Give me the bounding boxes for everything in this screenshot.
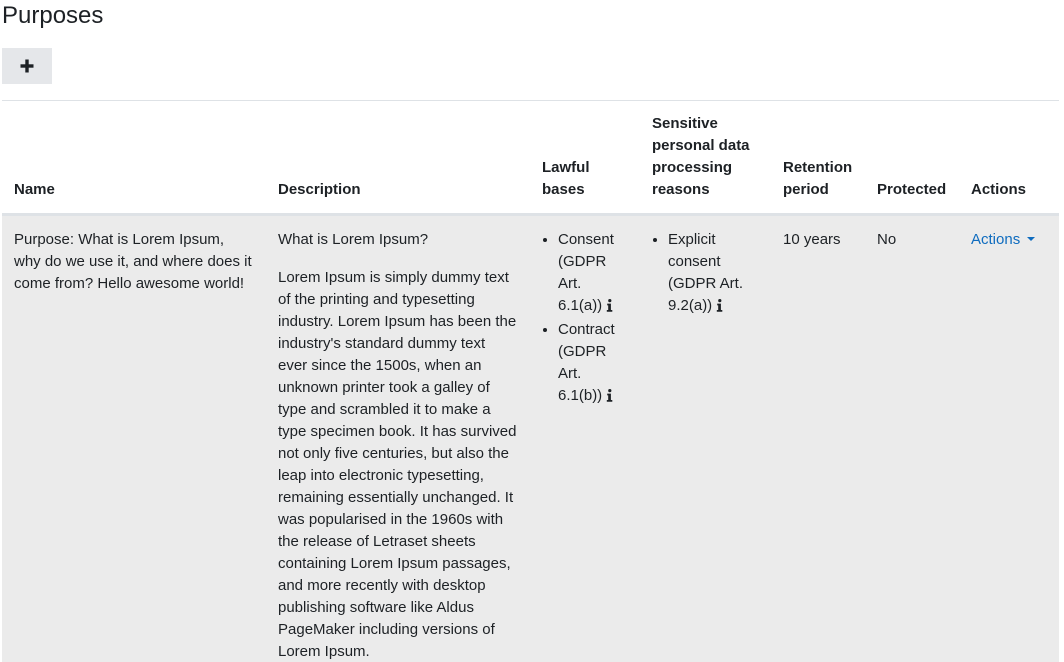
column-header-lawful-bases: Lawful bases: [530, 101, 640, 215]
protected-cell: [865, 215, 959, 662]
sensitive-reasons-cell: [640, 215, 771, 662]
lawful-bases-list: [542, 229, 628, 409]
page-title: Purposes: [2, 2, 103, 30]
description-body: Lorem Ipsum is simply dummy text of the printing and typesetting industry. Lorem Ipsum has been the industry's standard dummy text ever since the 1500s, when an unknown printer took a galley of type and scrambled it to make a type specimen book. It has survived not only five centuries, but also the leap into electronic typesetting, remaining essentially unchanged. It was popularised in the 1960s with the release of Letraset sheets containing Lorem Ipsum passages, and more recently with desktop publishing software like Aldus PageMaker including versions of Lorem Ipsum.: [278, 267, 518, 662]
lawful-basis-label: Contract (GDPR Art. 6.1(b)): [558, 321, 615, 404]
info-icon[interactable]: [606, 297, 613, 319]
list-item: [668, 229, 759, 319]
actions-label: Actions: [971, 231, 1020, 248]
info-icon[interactable]: [606, 387, 613, 409]
lawful-bases-cell: [530, 215, 640, 662]
column-header-actions: Actions: [959, 101, 1059, 215]
caret-down-icon: [1027, 237, 1035, 241]
plus-icon: [20, 59, 34, 73]
sensitive-reason-label: Explicit consent (GDPR Art. 9.2(a)): [668, 231, 743, 314]
info-icon[interactable]: [716, 297, 723, 319]
purposes-table-container: [2, 100, 1059, 662]
column-header-protected: Protected: [865, 101, 959, 215]
sensitive-reasons-list: [652, 229, 759, 319]
table-header-row: [2, 101, 1059, 215]
column-header-retention-period: Retention period: [771, 101, 865, 215]
purposes-table: [2, 101, 1059, 662]
list-item: [558, 229, 628, 319]
purpose-name-cell: [2, 215, 266, 662]
add-purpose-button[interactable]: [2, 48, 52, 84]
purpose-description-cell: [266, 215, 530, 662]
list-item: [558, 319, 628, 409]
retention-period: 10 years: [783, 231, 841, 248]
column-header-description: Description: [266, 101, 530, 215]
actions-cell: [959, 215, 1059, 662]
protected-value: No: [877, 231, 896, 248]
column-header-sensitive-reasons: Sensitive personal data processing reasons: [640, 101, 771, 215]
column-header-name: Name: [2, 101, 266, 215]
retention-period-cell: [771, 215, 865, 662]
lawful-basis-label: Consent (GDPR Art. 6.1(a)): [558, 231, 614, 314]
actions-dropdown-toggle[interactable]: [971, 231, 1035, 248]
table-row: [2, 215, 1059, 662]
description-title: What is Lorem Ipsum?: [278, 229, 518, 251]
purpose-name: Purpose: What is Lorem Ipsum, why do we use it, and where does it come from? Hello awesome world!: [14, 231, 252, 292]
